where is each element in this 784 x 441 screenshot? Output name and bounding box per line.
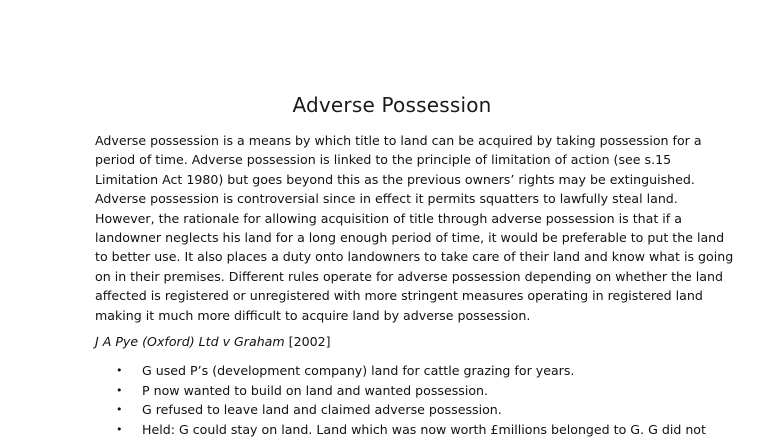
paragraph-line: However, the rationale for allowing acquisition of title through adverse possession is that if a: [95, 210, 682, 226]
paragraph-line: on in their premises. Different rules operate for adverse possession depending on whether the land: [95, 268, 723, 284]
case-name: J A Pye (Oxford) Ltd v Graham: [95, 334, 285, 349]
list-item-text: G used P’s (development company) land for cattle grazing for years.: [142, 363, 575, 378]
paragraph-line: affected is registered or unregistered with more stringent measures operating in registered land: [95, 288, 703, 304]
paragraph-line: Adverse possession is a means by which title to land can be acquired by taking possession for a: [95, 133, 702, 148]
bullet-icon: •: [116, 403, 123, 417]
paragraph-line: landowner neglects his land for a long enough period of time, it would be preferable to put the land: [95, 230, 725, 246]
page-title: Adverse Possession: [292, 93, 492, 117]
intro-paragraph: [95, 131, 734, 325]
case-citation: [95, 332, 331, 351]
list-item: [0, 381, 784, 401]
list-item: [0, 361, 784, 381]
list-item: [0, 400, 784, 420]
bullet-icon: •: [116, 383, 123, 397]
list-item-text: G refused to leave land and claimed adverse possession.: [142, 402, 502, 418]
list-item: [0, 420, 784, 440]
paragraph-line: to better use. It also places a duty onto landowners to take care of their land and know what is going: [95, 249, 734, 265]
list-item-text: Held: G could stay on land. Land which was now worth £millions belonged to G. G did not: [142, 421, 706, 437]
case-year: [2002]: [284, 334, 331, 349]
bullet-icon: •: [116, 364, 123, 377]
paragraph-line: Limitation Act 1980) but goes beyond this as the previous owners’ rights may be extinguished.: [95, 171, 695, 187]
list-item-text: P now wanted to build on land and wanted possession.: [142, 382, 489, 398]
case-facts-list: [0, 361, 784, 439]
bullet-icon: •: [116, 422, 123, 436]
paragraph-line: making it much more difficult to acquire land by adverse possession.: [95, 307, 531, 323]
paragraph-line: period of time. Adverse possession is linked to the principle of limitation of action (see s.15: [95, 152, 672, 168]
paragraph-line: Adverse possession is controversial since in effect it permits squatters to lawfully steal land.: [95, 191, 678, 207]
